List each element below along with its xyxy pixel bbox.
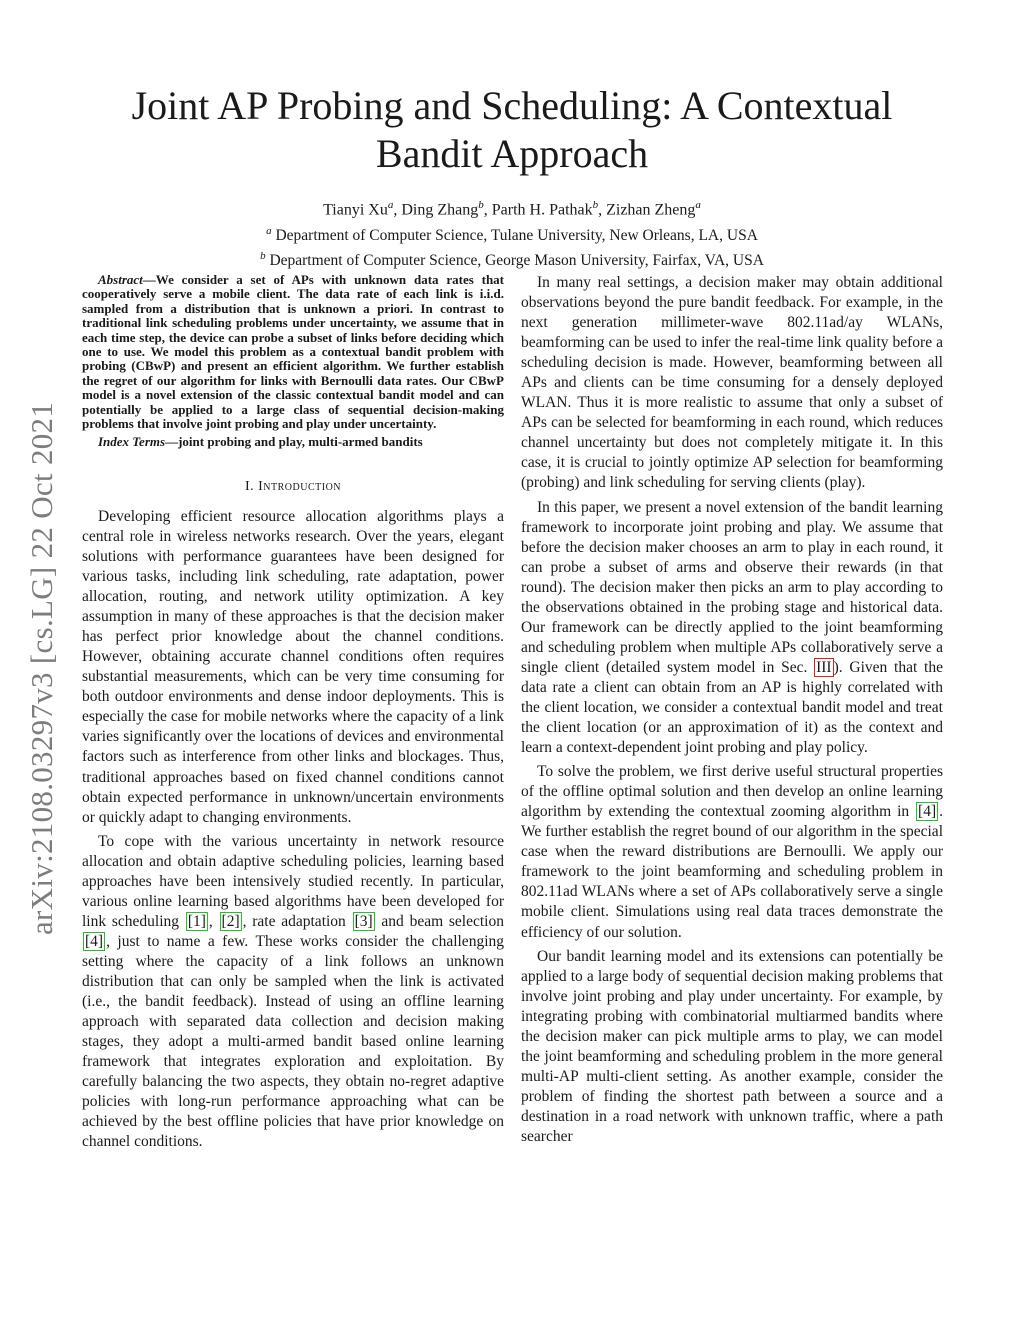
aff-sup: a xyxy=(266,225,272,238)
aff-text: Department of Computer Science, George Mason University, Fairfax, VA, USA xyxy=(269,252,764,270)
citation-link[interactable]: [4] xyxy=(85,932,104,950)
index-terms-text: —joint probing and play, multi-armed bandits xyxy=(165,434,423,450)
citation-link[interactable]: [3] xyxy=(354,912,373,930)
text-run: In this paper, we present a novel extension of the bandit learning framework to incorporate joint probing and play. We assume that before the decision maker chooses an arm to play in each round, it can probe a subset of arms and observe their rewards (in that round). The decision maker then picks an arm to play according to the observations obtained in the probing stage and historical data. Our framework can be directly applied to the joint beamforming and scheduling problem when multiple APs collaboratively serve a single client (detailed system model in Sec. xyxy=(521,498,943,676)
index-terms-label: Index Terms xyxy=(98,434,166,450)
section-number: I. xyxy=(244,478,259,494)
affiliation-b xyxy=(80,246,944,271)
author-name: Ding Zhang xyxy=(401,201,479,219)
citation-link[interactable]: [4] xyxy=(918,803,937,821)
affiliation-a xyxy=(80,221,944,246)
abstract-label: Abstract xyxy=(98,272,143,287)
abstract xyxy=(82,273,504,450)
text-run: and beam selection xyxy=(375,912,504,930)
text-run: To cope with the various uncertainty in network resource allocation and obtain adaptive scheduling policies, learning based approaches have been intensively studied recently. In particular, various online learning based algorithms have been developed for link scheduling xyxy=(82,832,504,930)
title-line-2: Bandit Approach xyxy=(375,131,649,176)
author-name: Parth H. Pathak xyxy=(491,201,593,219)
text-run: , rate adaptation xyxy=(242,912,352,930)
title-line-1: Joint AP Probing and Scheduling: A Contextual xyxy=(131,83,893,128)
author-sup: a xyxy=(695,199,701,211)
author-block xyxy=(80,194,944,272)
paper-title xyxy=(80,82,944,178)
citation-link[interactable]: [2] xyxy=(221,912,240,930)
right-column xyxy=(521,273,943,1147)
abstract-text: —We consider a set of APs with unknown data rates that cooperatively serve a mobile client. The data rate of each link is i.i.d. sampled from a distribution that is unknown a priori. In contrast to traditional link scheduling problems under uncertainty, we assume that in each time step, the device can probe a subset of links before deciding which one to use. We model this problem as a contextual bandit problem with probing (CBwP) and present an efficient algorithm. We further establish the regret of our algorithm for links with Bernoulli data rates. Our CBwP model is a novel extension of the classic contextual bandit model and can potentially be applied to a large class of sequential decision-making problems that involve joint probing and play under uncertainty. xyxy=(82,272,504,432)
text-run: ). Given that the data rate a client can obtain from an AP is highly correlated with the client location, we consider a contextual bandit model and treat the client location (or an approximation of it) as the context and learn a context-dependent joint probing and play policy. xyxy=(521,658,943,757)
body-paragraph: Our bandit learning model and its extensions can potentially be applied to a large body of sequential decision making problems that involve joint probing and play under uncertainty. For example, by integrating probing with combinatorial multiarmed bandits where the decision maker can pick multiple arms to play, we can model the joint beamforming and scheduling problem in the more general multi-AP multi-client setting. As another example, consider the problem of finding the shortest path between a source and a destination in a road network with unknown traffic, where a path searcher xyxy=(521,947,943,1145)
section-name: Introduction xyxy=(258,478,342,494)
author-sup: a xyxy=(387,199,394,211)
arxiv-identifier: arXiv:2108.03297v3 [cs.LG] 22 Oct 2021 xyxy=(24,401,59,935)
author-sup: b xyxy=(592,199,599,211)
body-paragraph xyxy=(521,762,943,942)
text-run: . We further establish the regret bound of our algorithm in the special case when the reward distributions are Bernoulli. We apply our framework to the joint beamforming and scheduling problem in 802.11ad WLANs where a set of APs collaboratively serve a single mobile client. Simulations using real data traces demonstrate the efficiency of our solution. xyxy=(521,803,943,941)
aff-sup: b xyxy=(260,250,266,263)
text-run: , xyxy=(208,912,219,930)
index-terms xyxy=(82,435,504,449)
author-name: Zizhan Zheng xyxy=(606,201,696,219)
text-run: , just to name a few. These works consider the challenging setting where the capacity of a link follows an unknown distribution that can only be sampled when the link is activated (i.e., the bandit feedback). Instead of using an offline learning approach with separated data collection and decision making stages, they adopt a multi-armed bandit based online learning framework that integrates exploration and exploitation. By carefully balancing the two aspects, they obtain no-regret adaptive policies with long-run performance approaching what can be achieved by the best offline policies that have prior knowledge on channel conditions. xyxy=(82,932,504,1151)
body-paragraph xyxy=(521,498,943,759)
section-reference-link[interactable]: III xyxy=(816,658,832,676)
author-sup: b xyxy=(478,199,484,211)
section-heading xyxy=(82,477,504,497)
body-paragraph: Developing efficient resource allocation algorithms plays a central role in wireless networks research. Over the years, elegant solutions with performance guarantees have been designed for various tasks, including link scheduling, rate adaptation, power allocation, routing, and network utility optimization. A key assumption in many of these approaches is that the decision maker has perfect prior knowledge about the channel conditions. However, obtaining accurate channel conditions often requires substantial measurements, which can be very time consuming for both outdoor environments and dense indoor deployments. This is especially the case for mobile networks where the capacity of a link varies significantly over the locations of devices and environmental factors such as interference from other links and blockages. Thus, traditional approaches based on fixed channel conditions cannot obtain expected performance in unknown/uncertain environments or quickly adapt to changing environments. xyxy=(82,507,504,826)
aff-text: Department of Computer Science, Tulane University, New Orleans, LA, USA xyxy=(275,227,758,245)
text-run: To solve the problem, we first derive useful structural properties of the offline optimal solution and then develop an online learning algorithm by extending the contextual zooming algorithm in xyxy=(521,763,943,821)
body-paragraph: In many real settings, a decision maker may obtain additional observations beyond the pure bandit feedback. For example, in the next generation millimeter-wave 802.11ad/ay WLANs, beamforming can be used to infer the real-time link quality before a scheduling decision is made. However, beamforming between all APs and clients can be time consuming for a densely deployed WLAN. Thus it is more realistic to assume that only a subset of APs can be selected for beamforming in each round, which reduces channel uncertainty but does not completely mitigate it. In this case, it is crucial to jointly optimize AP selection for beamforming (probing) and link scheduling for serving clients (play). xyxy=(521,274,943,492)
citation-link[interactable]: [1] xyxy=(187,912,206,930)
abstract-paragraph xyxy=(82,273,504,431)
left-column xyxy=(82,273,504,1152)
body-paragraph xyxy=(82,832,504,1153)
author-name: Tianyi Xu xyxy=(323,201,388,219)
author-list: Tianyi Xu$^a$, Ding Zhang$^b$, Parth H. Pathak$^b$, Zizhan Zheng$^a$ xyxy=(323,199,701,219)
